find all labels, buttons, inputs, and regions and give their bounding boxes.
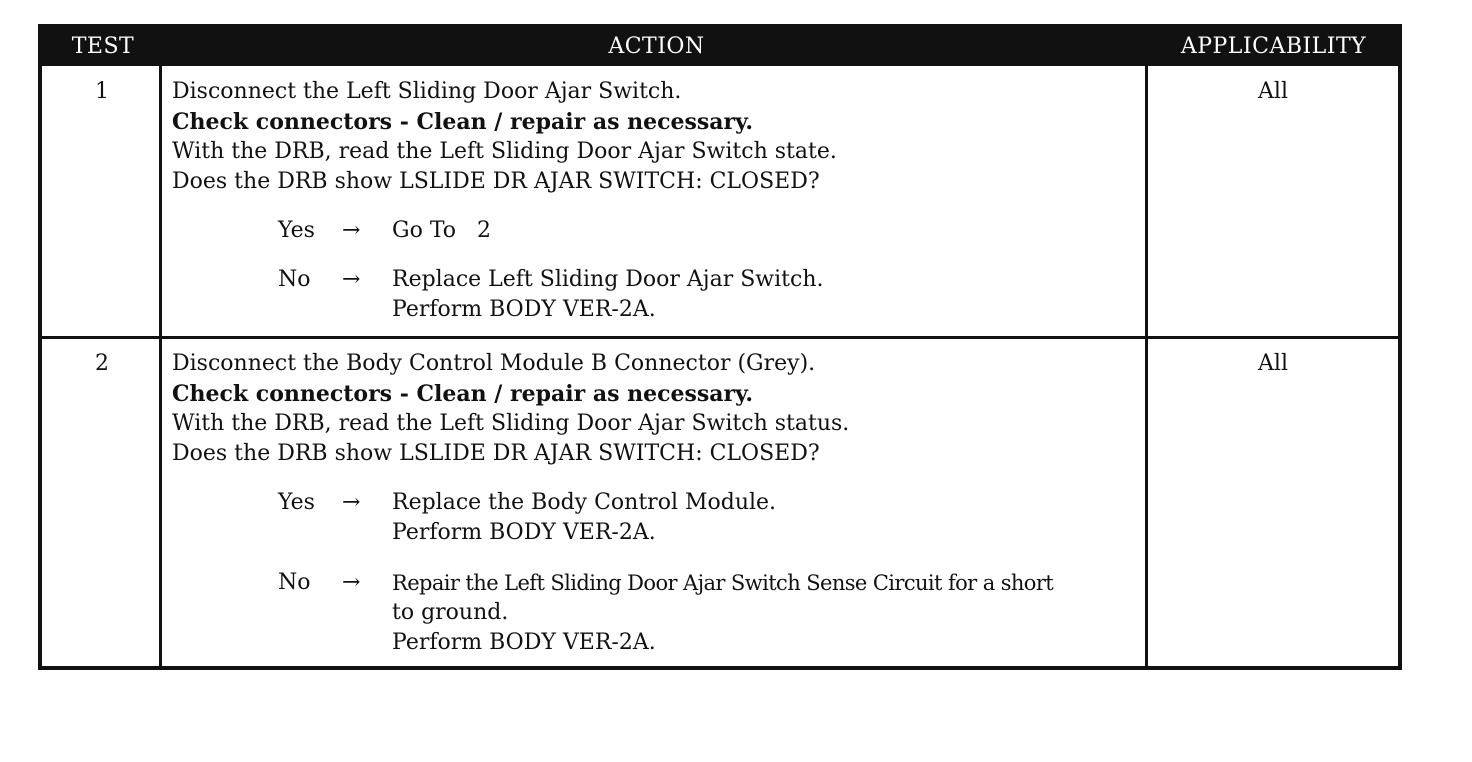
header-test: TEST bbox=[71, 34, 135, 59]
yes-label: Yes bbox=[278, 490, 315, 515]
test-number-1: 1 bbox=[95, 79, 109, 104]
yes-result: Replace the Body Control Module. bbox=[392, 490, 777, 515]
action-line: Disconnect the Left Sliding Door Ajar Switch. bbox=[172, 79, 682, 104]
test-number-2: 2 bbox=[95, 351, 109, 376]
action-line: With the DRB, read the Left Sliding Door Ajar Switch state. bbox=[172, 139, 837, 164]
no-result: Perform BODY VER-2A. bbox=[392, 630, 656, 655]
no-result: to ground. bbox=[392, 600, 509, 625]
action-line: With the DRB, read the Left Sliding Door Ajar Switch status. bbox=[172, 411, 850, 436]
yes-result: Perform BODY VER-2A. bbox=[392, 520, 656, 545]
yes-label: Yes bbox=[278, 218, 315, 243]
action-line-bold: Check connectors - Clean / repair as necessary. bbox=[172, 109, 754, 135]
action-question: Does the DRB show LSLIDE DR AJAR SWITCH: CLOSED? bbox=[172, 169, 820, 194]
row-divider bbox=[42, 336, 1398, 339]
right-arrow-icon: → bbox=[342, 570, 361, 595]
header-applicability: APPLICABILITY bbox=[1180, 34, 1367, 59]
table-header bbox=[42, 28, 1398, 66]
action-question: Does the DRB show LSLIDE DR AJAR SWITCH: CLOSED? bbox=[172, 441, 820, 466]
no-result: Perform BODY VER-2A. bbox=[392, 297, 656, 322]
action-line-bold: Check connectors - Clean / repair as necessary. bbox=[172, 381, 754, 407]
no-result: Replace Left Sliding Door Ajar Switch. bbox=[392, 267, 824, 292]
header-action: ACTION bbox=[608, 34, 705, 59]
no-label: No bbox=[278, 267, 311, 292]
right-arrow-icon: → bbox=[342, 490, 361, 515]
right-arrow-icon: → bbox=[342, 218, 361, 243]
test-table bbox=[38, 24, 1402, 670]
no-label: No bbox=[278, 570, 311, 595]
applicability-1: All bbox=[1258, 79, 1288, 104]
yes-result: Go To 2 bbox=[392, 218, 491, 243]
right-arrow-icon: → bbox=[342, 267, 361, 292]
action-line: Disconnect the Body Control Module B Connector (Grey). bbox=[172, 351, 816, 376]
applicability-2: All bbox=[1258, 351, 1288, 376]
no-result: Repair the Left Sliding Door Ajar Switch Sense Circuit for a short bbox=[392, 571, 1054, 595]
